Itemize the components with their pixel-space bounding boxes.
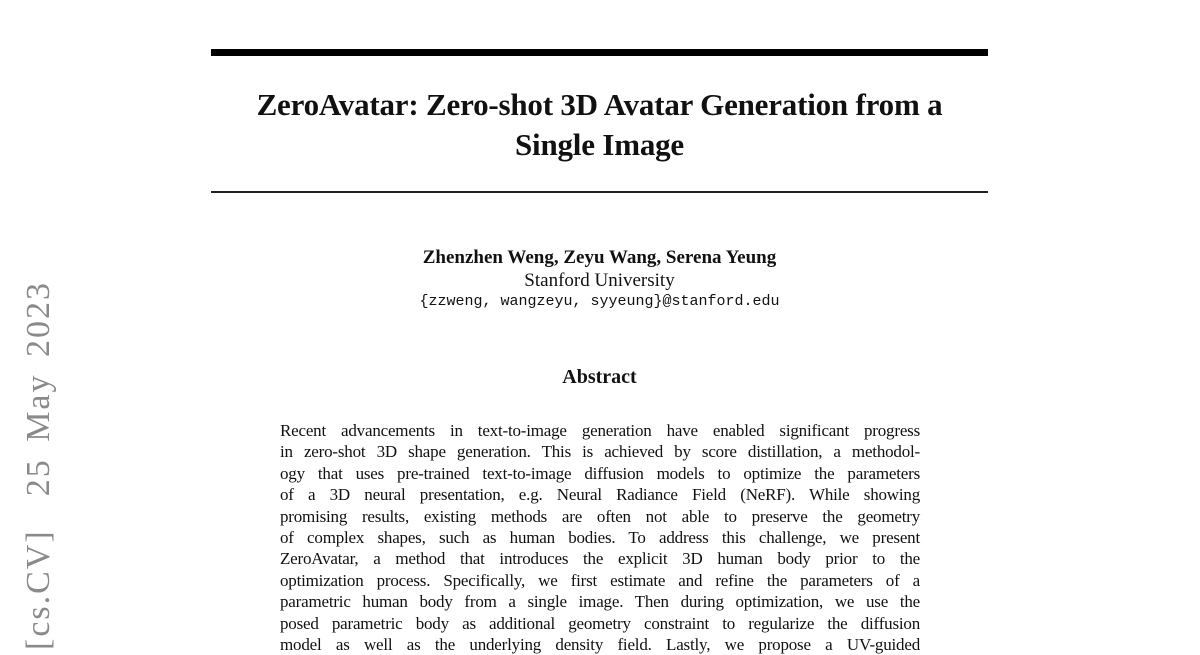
emails-line: {zzweng, wangzeyu, syyeung}@stanford.edu xyxy=(419,293,780,310)
authors-line: Zhenzhen Weng, Zeyu Wang, Serena Yeung xyxy=(422,247,777,268)
abstract-line: of complex shapes, such as human bodies. To address this challenge, we present xyxy=(280,527,920,547)
abstract-line: model as well as the underlying density field. Lastly, we propose a UV-guided xyxy=(280,634,920,654)
abstract-line: promising results, existing methods are often not able to preserve the geometry xyxy=(280,506,920,526)
abstract-line: in zero-shot 3D shape generation. This is achieved by score distillation, a methodol- xyxy=(280,442,920,462)
abstract-line: ZeroAvatar, a method that introduces the explicit 3D human body prior to the xyxy=(280,549,920,569)
title-rule xyxy=(211,191,988,193)
paper-title-line-1: ZeroAvatar: Zero-shot 3D Avatar Generation from a xyxy=(256,87,943,122)
abstract-line: optimization process. Specifically, we first estimate and refine the parameters of a xyxy=(280,570,920,590)
abstract-line: Recent advancements in text-to-image generation have enabled significant progress xyxy=(280,421,920,440)
affiliation-line: Stanford University xyxy=(524,270,675,291)
abstract-line: parametric human body from a single image. Then during optimization, we use the xyxy=(280,592,920,612)
abstract-text xyxy=(280,420,920,655)
paper-page xyxy=(211,0,988,654)
paper-title xyxy=(211,85,988,165)
paper-title-line-2: Single Image xyxy=(515,127,684,162)
abstract-line: of a 3D neural presentation, e.g. Neural Radiance Field (NeRF). While showing xyxy=(280,485,920,505)
abstract-line: ogy that uses pre-trained text-to-image diffusion models to optimize the parameters xyxy=(280,463,920,483)
arxiv-watermark: [cs.CV] 25 May 2023 xyxy=(20,280,57,650)
abstract-line: posed parametric body as additional geometry constraint to regularize the diffusion xyxy=(280,613,920,633)
top-rule xyxy=(211,49,988,56)
abstract-heading: Abstract xyxy=(562,366,637,388)
